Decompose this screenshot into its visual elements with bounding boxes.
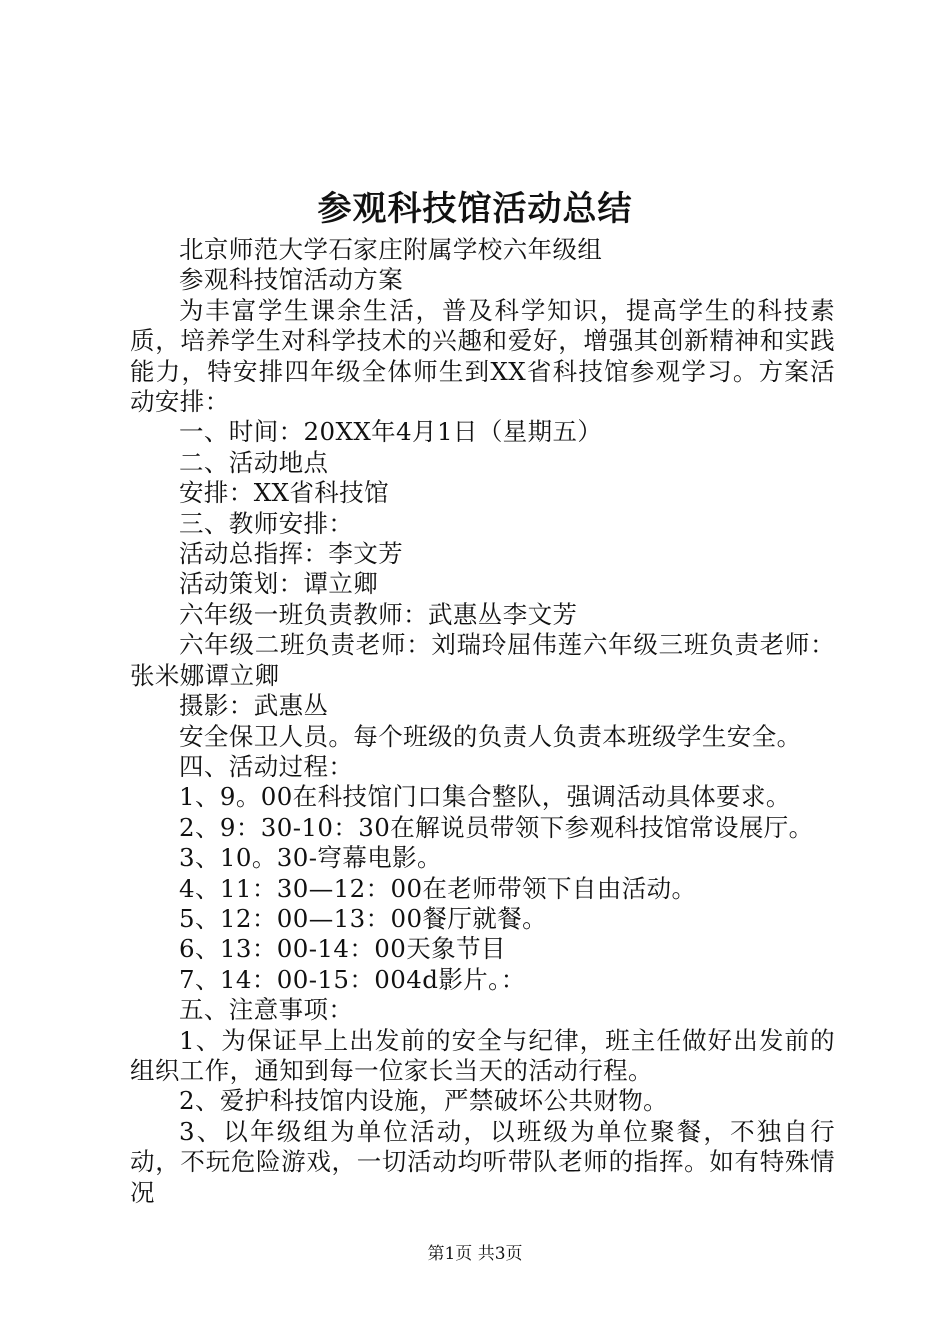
process-step-2: 2、9：30-10：30在解说员带领下参观科技馆常设展厅。	[179, 812, 814, 842]
location-detail: 安排：XX省科技馆	[179, 478, 389, 508]
security-staff: 安全保卫人员。每个班级的负责人负责本班级学生安全。	[179, 721, 802, 751]
photographer: 摄影：武惠丛	[179, 691, 329, 721]
process-step-3: 3、10。30-穹幕电影。	[179, 843, 442, 873]
process-step-7: 7、14：00-15：004d影片。：	[179, 964, 526, 994]
school-name-line: 北京师范大学石家庄附属学校六年级组	[179, 235, 603, 264]
page-footer: 第1页 共3页	[427, 1244, 523, 1264]
note-2: 2、爱护科技馆内设施，严禁破坏公共财物。	[179, 1086, 669, 1116]
section-notes: 五、注意事项：	[179, 995, 354, 1025]
process-step-1: 1、9。00在科技馆门口集合整队，强调活动具体要求。	[179, 782, 791, 812]
teacher-commander: 活动总指挥：李文芳	[179, 539, 404, 569]
intro-paragraph: 为丰富学生课余生活，普及科学知识，提高学生的科技素质，培养学生对科学技术的兴趣和爱好，增强其创新精神和实践能力，特安排四年级全体师生到XX省科技馆参观学习。方案活动安排：	[130, 295, 835, 417]
note-1: 1、为保证早上出发前的安全与纪律，班主任做好出发前的组织工作，通知到每一位家长当天的活动行程。	[130, 1025, 835, 1085]
plan-heading: 参观科技馆活动方案	[179, 265, 404, 295]
teacher-planner: 活动策划：谭立卿	[179, 569, 379, 599]
process-step-5: 5、12：00—13：00餐厅就餐。	[179, 903, 547, 933]
process-step-4: 4、11：30—12：00在老师带领下自由活动。	[179, 873, 697, 903]
note-3: 3、以年级组为单位活动，以班级为单位聚餐，不独自行动，不玩危险游戏，一切活动均听带队老师的指挥。如有特殊情况	[130, 1116, 835, 1207]
section-time: 一、时间：20XX年4月1日（星期五）	[179, 417, 603, 447]
teacher-class-two-three: 六年级二班负责老师：刘瑞玲屈伟莲六年级三班负责老师：张米娜谭立卿	[130, 630, 835, 690]
process-step-6: 6、13：00-14：00天象节目	[179, 934, 506, 964]
section-teachers: 三、教师安排：	[179, 508, 354, 538]
document-body	[130, 235, 835, 1208]
document-title: 参观科技馆活动总结	[317, 189, 633, 229]
teacher-class-one: 六年级一班负责教师：武惠丛李文芳	[179, 599, 578, 629]
section-location: 二、活动地点	[179, 447, 329, 477]
section-process: 四、活动过程：	[179, 751, 354, 781]
